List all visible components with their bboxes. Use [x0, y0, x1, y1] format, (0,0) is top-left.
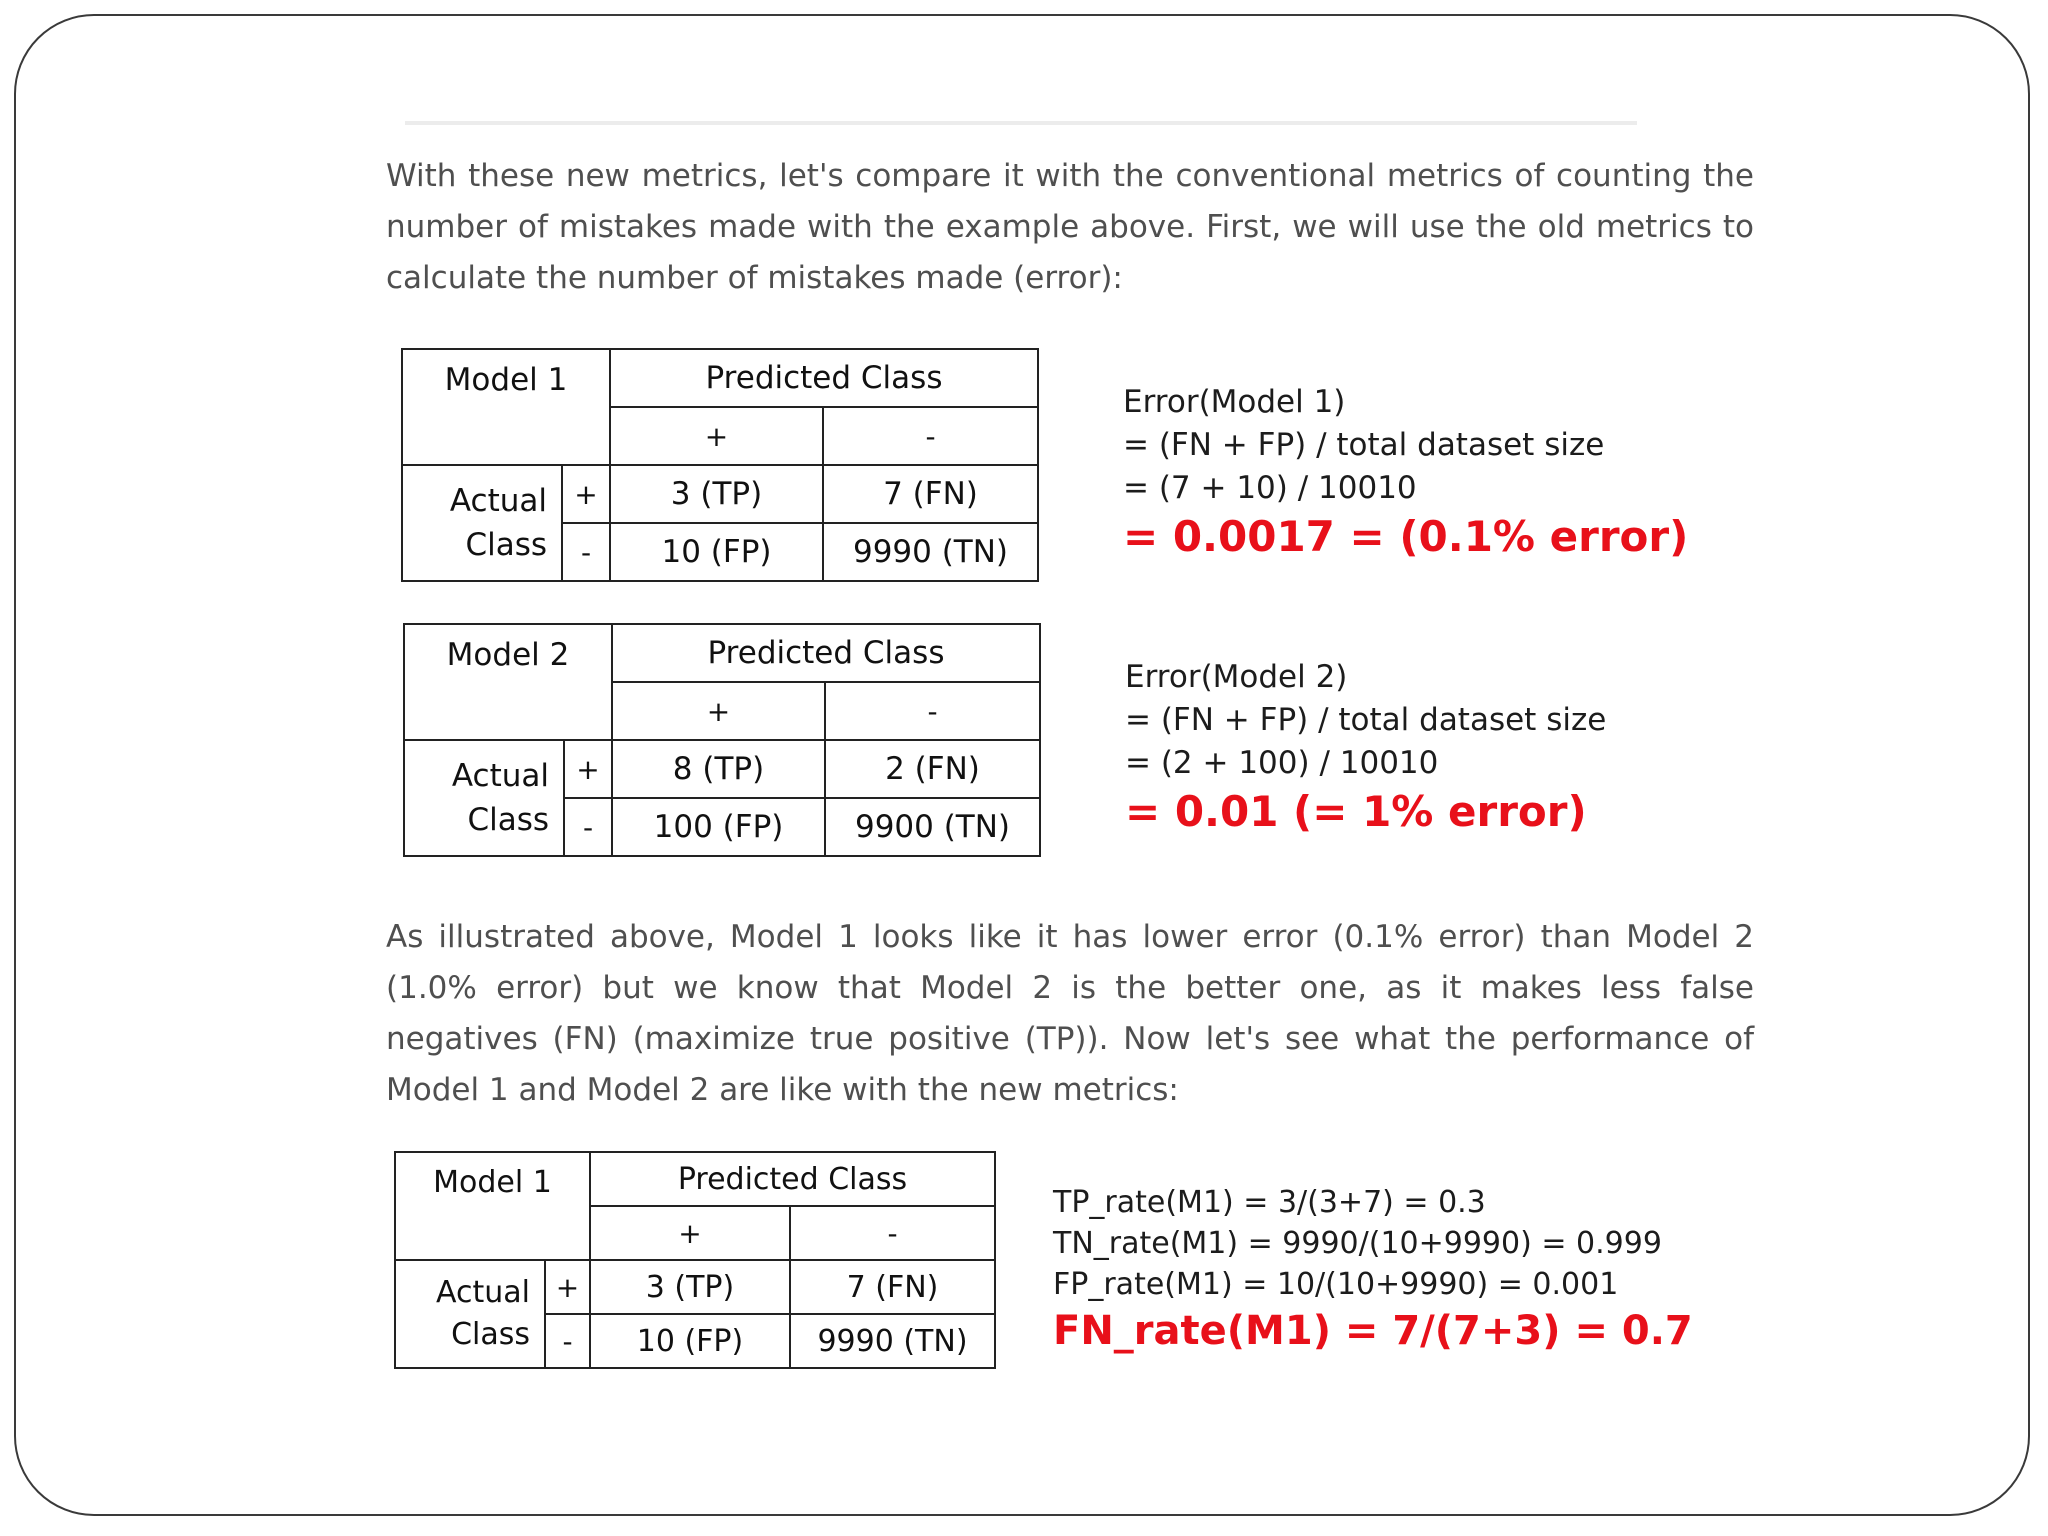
confusion-matrix-model2 [403, 623, 1041, 857]
cell-false-positive: 10 (FP) [610, 523, 823, 581]
cell-true-negative: 9990 (TN) [790, 1314, 995, 1368]
intro-paragraph: With these new metrics, let's compare it with the conventional metrics of counting the number of mistakes made with the example above. First, we will use the old metrics to calculate the number of mistakes made (error): [386, 158, 1754, 296]
confusion-matrix-model1 [401, 348, 1039, 582]
predicted-class-header: Predicted Class [590, 1152, 995, 1206]
actual-positive-header: + [562, 465, 610, 523]
fn-rate: FN_rate(M1) = 7/(7+3) = 0.7 [1053, 1308, 1693, 1354]
cell-true-positive: 8 (TP) [612, 740, 825, 798]
predicted-negative-header: - [790, 1206, 995, 1260]
predicted-class-header: Predicted Class [612, 624, 1040, 682]
model-label: Model 1 [402, 349, 610, 465]
top-divider [405, 121, 1637, 125]
model-label: Model 2 [404, 624, 612, 740]
predicted-positive-header: + [610, 407, 823, 465]
cell-false-positive: 100 (FP) [612, 798, 825, 856]
tp-rate: TP_rate(M1) = 3/(3+7) = 0.3 [1053, 1185, 1486, 1220]
actual-negative-header: - [545, 1314, 590, 1368]
predicted-positive-header: + [612, 682, 825, 740]
error-calculation-model1 [1123, 381, 1688, 564]
cell-false-negative: 7 (FN) [790, 1260, 995, 1314]
error-label: Error(Model 2) [1125, 659, 1348, 695]
predicted-negative-header: - [823, 407, 1038, 465]
actual-class-label: Actual Class [404, 740, 564, 856]
actual-negative-header: - [562, 523, 610, 581]
actual-class-label: Actual Class [402, 465, 562, 581]
error-label: Error(Model 1) [1123, 384, 1346, 420]
actual-class-label: Actual Class [395, 1260, 545, 1368]
cell-false-positive: 10 (FP) [590, 1314, 790, 1368]
cell-true-negative: 9990 (TN) [823, 523, 1038, 581]
error-values: = (7 + 10) / 10010 [1123, 470, 1417, 506]
actual-positive-header: + [545, 1260, 590, 1314]
cell-true-positive: 3 (TP) [610, 465, 823, 523]
rate-calculations-model1 [1053, 1182, 1693, 1357]
error-result: = 0.0017 = (0.1% error) [1123, 512, 1689, 561]
model-label: Model 1 [395, 1152, 590, 1260]
error-values: = (2 + 100) / 10010 [1125, 745, 1439, 781]
cell-false-negative: 2 (FN) [825, 740, 1040, 798]
error-formula: = (FN + FP) / total dataset size [1123, 427, 1605, 463]
predicted-negative-header: - [825, 682, 1040, 740]
error-formula: = (FN + FP) / total dataset size [1125, 702, 1607, 738]
cell-false-negative: 7 (FN) [823, 465, 1038, 523]
actual-positive-header: + [564, 740, 612, 798]
comparison-paragraph: As illustrated above, Model 1 looks like it has lower error (0.1% error) than Model 2 (1.0% error) but we know that Model 2 is the better one, as it makes less false negatives (FN) (maximize true positive (TP)). Now let's see what the performance of Model 1 and Model 2 are like with the new metrics: [386, 919, 1754, 1108]
confusion-matrix-model1-rates [394, 1151, 996, 1369]
predicted-positive-header: + [590, 1206, 790, 1260]
error-calculation-model2 [1125, 656, 1606, 839]
cell-true-negative: 9900 (TN) [825, 798, 1040, 856]
cell-true-positive: 3 (TP) [590, 1260, 790, 1314]
predicted-class-header: Predicted Class [610, 349, 1038, 407]
fp-rate: FP_rate(M1) = 10/(10+9990) = 0.001 [1053, 1267, 1619, 1302]
actual-negative-header: - [564, 798, 612, 856]
error-result: = 0.01 (= 1% error) [1125, 787, 1587, 836]
tn-rate: TN_rate(M1) = 9990/(10+9990) = 0.999 [1053, 1226, 1662, 1261]
